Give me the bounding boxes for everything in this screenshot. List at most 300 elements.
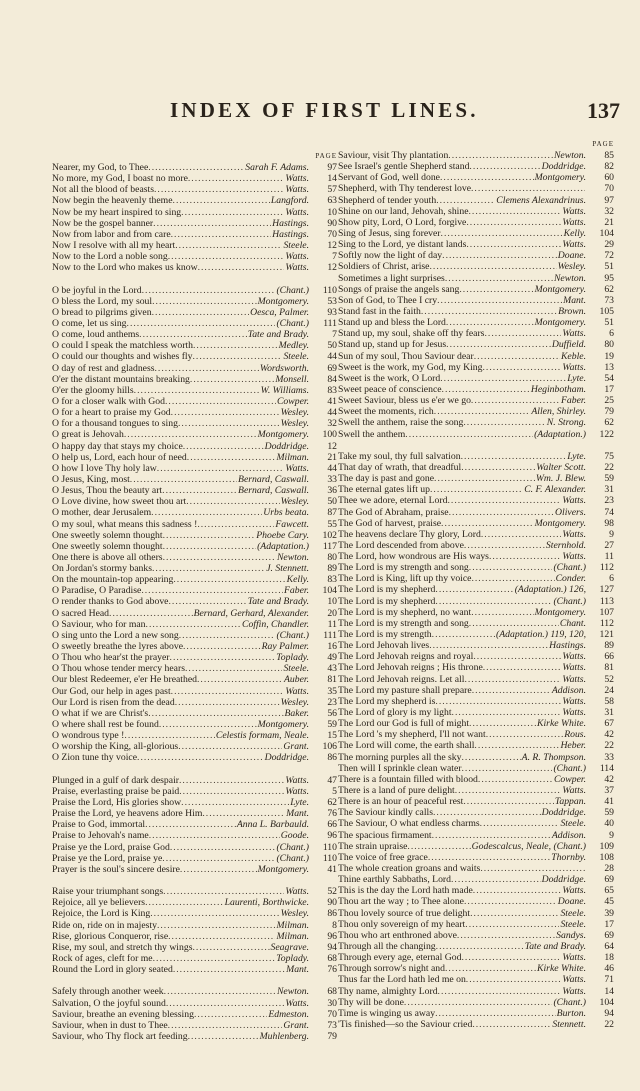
index-entry bbox=[52, 964, 337, 975]
author: Watts. bbox=[562, 495, 586, 507]
page-ref: 45 bbox=[604, 896, 614, 908]
index-entry bbox=[338, 417, 614, 428]
author: (Adaptation.) bbox=[534, 428, 586, 440]
page-ref: 10 bbox=[327, 596, 337, 608]
page-ref: 122 bbox=[599, 428, 614, 440]
author: N. Strong. bbox=[546, 417, 586, 429]
author: Oesca, Palmer. bbox=[250, 306, 309, 318]
index-entry bbox=[52, 385, 337, 396]
leader-dots bbox=[483, 662, 562, 673]
index-entry bbox=[52, 429, 337, 440]
leader-dots bbox=[461, 451, 567, 462]
index-entry bbox=[52, 908, 337, 919]
leader-dots bbox=[159, 719, 257, 730]
leader-dots bbox=[466, 974, 562, 985]
leader-dots bbox=[441, 228, 563, 239]
page-title: INDEX OF FIRST LINES. bbox=[170, 98, 479, 122]
first-line: The heavens declare Thy glory, Lord bbox=[338, 528, 481, 540]
index-entry bbox=[52, 842, 337, 853]
index-entry bbox=[52, 307, 337, 318]
page-ref: 104 bbox=[599, 227, 614, 239]
author: Godescalcus, Neale, (Chant.) bbox=[471, 840, 586, 852]
first-line: Praise ye the Lord, praise ye bbox=[52, 852, 163, 864]
first-line: Praise ye the Lord, praise God bbox=[52, 841, 170, 853]
leader-dots bbox=[130, 474, 237, 485]
first-line: O bread to pilgrims given bbox=[52, 306, 152, 318]
first-line: Softly now the light of day bbox=[338, 250, 443, 262]
author: Newton. bbox=[553, 150, 586, 161]
first-line: Our God, our help in ages past bbox=[52, 685, 171, 697]
page-ref: 114 bbox=[599, 762, 614, 774]
leader-dots bbox=[175, 240, 282, 251]
leader-dots bbox=[166, 998, 285, 1009]
author: Wesley. bbox=[557, 261, 586, 273]
author: Watts. bbox=[562, 328, 586, 340]
first-line: O bless the Lord, my soul bbox=[52, 295, 153, 307]
index-entry bbox=[338, 896, 614, 907]
first-line: Stand up and bless the Lord bbox=[338, 317, 446, 329]
index-entry bbox=[52, 819, 337, 830]
first-line: O Saviour, who for man bbox=[52, 618, 146, 630]
first-line: The Lord my pasture shall prepare bbox=[338, 684, 472, 696]
page-ref: 109 bbox=[599, 840, 614, 852]
first-line: O mother, dear Jerusalem bbox=[52, 507, 152, 519]
leader-dots bbox=[434, 406, 531, 417]
index-entry bbox=[52, 998, 337, 1009]
first-line: Thou art the way ; to Thee alone bbox=[338, 896, 464, 908]
author: Doane. bbox=[557, 250, 586, 262]
leader-dots bbox=[429, 261, 556, 272]
index-entry bbox=[338, 952, 614, 963]
group-spacer bbox=[338, 440, 614, 451]
first-line: O what if we are Christ's bbox=[52, 707, 149, 719]
first-line: Saviour, when in dust to Thee bbox=[52, 1019, 168, 1031]
index-column-left bbox=[52, 151, 337, 1042]
author: Watts. bbox=[562, 551, 586, 563]
index-entry bbox=[338, 729, 614, 740]
first-line: Rock of ages, cleft for me bbox=[52, 952, 153, 964]
index-entry bbox=[52, 830, 337, 841]
first-line: O Thou whose tender mercy hears bbox=[52, 663, 185, 675]
author: Faber. bbox=[283, 585, 309, 597]
leader-dots bbox=[168, 251, 285, 262]
index-entry bbox=[338, 306, 614, 317]
author: J. Stennett. bbox=[266, 563, 309, 575]
page-ref: 96 bbox=[327, 930, 337, 942]
first-line: Now be the gospel banner bbox=[52, 217, 154, 229]
index-entry bbox=[52, 374, 337, 385]
author: Kelly. bbox=[286, 574, 309, 586]
author: Doddridge. bbox=[541, 874, 586, 886]
author: Clemens Alexandrinus. bbox=[496, 194, 586, 206]
leader-dots bbox=[480, 863, 585, 874]
page-ref: 52 bbox=[604, 673, 614, 685]
first-line: Swell the anthem bbox=[338, 428, 406, 440]
first-line: O help us, Lord, each hour of need bbox=[52, 451, 187, 463]
index-entry bbox=[338, 507, 614, 518]
leader-dots bbox=[190, 374, 274, 385]
first-line: Songs of praise the angels sang bbox=[338, 283, 460, 295]
leader-dots bbox=[464, 674, 561, 685]
page-ref: 35 bbox=[327, 685, 337, 697]
leader-dots bbox=[461, 952, 561, 963]
author: Bernard, Gerhard, Alexander. bbox=[193, 607, 309, 619]
author: (Chant.) bbox=[276, 852, 309, 864]
page-column-label: PAGE bbox=[592, 140, 614, 148]
index-entry bbox=[52, 585, 337, 596]
leader-dots bbox=[455, 785, 562, 796]
page-ref: 7 bbox=[332, 251, 337, 263]
leader-dots bbox=[145, 819, 236, 830]
index-column-right bbox=[338, 139, 614, 1030]
first-line: The spacious firmament bbox=[338, 829, 432, 841]
page-ref: 94 bbox=[327, 941, 337, 953]
author: Hastings. bbox=[272, 228, 309, 240]
author: Wesley. bbox=[280, 407, 309, 419]
page-ref: 41 bbox=[327, 863, 337, 875]
leader-dots bbox=[148, 708, 283, 719]
leader-dots bbox=[154, 184, 284, 195]
author: Hastings. bbox=[549, 640, 586, 652]
author: Duffield. bbox=[551, 339, 586, 351]
page-ref: 42 bbox=[604, 729, 614, 741]
author: Phoebe Cary. bbox=[256, 529, 309, 541]
first-line: Sweet the moments, rich bbox=[338, 406, 434, 418]
index-entry bbox=[52, 663, 337, 674]
leader-dots bbox=[150, 908, 279, 919]
first-line: Thus far the Lord hath led me on bbox=[338, 974, 466, 986]
leader-dots bbox=[486, 729, 564, 740]
page-ref: 62 bbox=[604, 417, 614, 429]
index-entry bbox=[338, 495, 614, 506]
author: A. R. Thompson. bbox=[521, 751, 586, 763]
page-ref: 32 bbox=[604, 205, 614, 217]
index-entry bbox=[52, 719, 337, 730]
leader-dots bbox=[435, 596, 552, 607]
first-line: See Israel's gentle Shepherd stand bbox=[338, 161, 470, 173]
leader-dots bbox=[437, 295, 562, 306]
leader-dots bbox=[170, 652, 276, 663]
leader-dots bbox=[465, 919, 559, 930]
index-entry bbox=[52, 808, 337, 819]
index-entry bbox=[338, 250, 614, 261]
first-line: Rise, my soul, and stretch thy wings bbox=[52, 941, 193, 953]
index-entry bbox=[338, 696, 614, 707]
leader-dots bbox=[141, 585, 283, 596]
page-ref: 16 bbox=[327, 641, 337, 653]
page-ref: 51 bbox=[604, 261, 614, 273]
index-entry bbox=[338, 161, 614, 172]
first-line: The Lord of glory is my light bbox=[338, 707, 452, 719]
page-ref: 12 bbox=[327, 239, 337, 251]
leader-dots bbox=[148, 162, 244, 173]
index-entry bbox=[52, 708, 337, 719]
index-entry bbox=[52, 496, 337, 507]
page-ref: 82 bbox=[604, 161, 614, 173]
author: Watts. bbox=[285, 262, 309, 274]
index-entry bbox=[338, 451, 614, 462]
author: Heber. bbox=[560, 740, 586, 752]
index-entry bbox=[338, 584, 614, 595]
leader-dots bbox=[457, 930, 555, 941]
leader-dots bbox=[181, 207, 284, 218]
first-line: O Thou who hear'st the prayer bbox=[52, 652, 170, 664]
leader-dots bbox=[404, 997, 553, 1008]
author: Tappan. bbox=[554, 796, 586, 808]
first-line: O be joyful in the Lord bbox=[52, 284, 142, 296]
index-entry bbox=[338, 818, 614, 829]
page-ref: 33 bbox=[327, 473, 337, 485]
leader-dots bbox=[169, 596, 247, 607]
first-line: Now I resolve with all my heart bbox=[52, 239, 176, 251]
author: Doddridge. bbox=[541, 161, 586, 173]
leader-dots bbox=[471, 395, 560, 406]
first-line: Soldiers of Christ, arise bbox=[338, 261, 430, 273]
author: Watts. bbox=[562, 651, 586, 663]
author: Watts. bbox=[562, 985, 586, 997]
page-ref: 12 bbox=[327, 440, 337, 452]
index-entry bbox=[52, 686, 337, 697]
leader-dots bbox=[168, 931, 275, 942]
page-ref: 112 bbox=[599, 617, 614, 629]
leader-dots bbox=[124, 429, 257, 440]
author: Watts. bbox=[562, 885, 586, 897]
author: Keble. bbox=[560, 350, 586, 362]
leader-dots bbox=[198, 262, 285, 273]
first-line: The Lord Jehovah reigns ; His throne bbox=[338, 662, 483, 674]
leader-dots bbox=[179, 775, 284, 786]
index-entry bbox=[338, 618, 614, 629]
index-entry bbox=[52, 864, 337, 875]
first-line: Round the Lord in glory seated bbox=[52, 964, 173, 976]
page-ref: 121 bbox=[599, 629, 614, 641]
first-line: Now to the Lord who makes us know bbox=[52, 262, 198, 274]
first-line: Praise to Jehovah's name bbox=[52, 830, 149, 842]
first-line: That day of wrath, that dreadful bbox=[338, 461, 462, 473]
leader-dots bbox=[407, 841, 470, 852]
index-entry bbox=[52, 463, 337, 474]
index-entry bbox=[338, 908, 614, 919]
page-ref: 105 bbox=[599, 305, 614, 317]
author: Addison. bbox=[551, 684, 586, 696]
page-ref: 76 bbox=[327, 964, 337, 976]
index-entry bbox=[338, 261, 614, 272]
index-groups bbox=[338, 150, 614, 1030]
first-line: O for a heart to praise my God bbox=[52, 407, 171, 419]
first-line: O my soul, what means this sadness ! bbox=[52, 518, 198, 530]
page-ref: 68 bbox=[327, 986, 337, 998]
index-entry bbox=[338, 462, 614, 473]
page-ref: 44 bbox=[327, 351, 337, 363]
leader-dots bbox=[463, 417, 545, 428]
page-ref: 9 bbox=[609, 829, 614, 841]
index-entry bbox=[52, 262, 337, 273]
index-entry bbox=[338, 551, 614, 562]
leader-dots bbox=[173, 574, 285, 585]
first-line: The Lord Jehovah reigns. Let all bbox=[338, 673, 465, 685]
index-entry bbox=[52, 340, 337, 351]
first-line: There is a fountain filled with blood bbox=[338, 773, 478, 785]
leader-dots bbox=[192, 942, 269, 953]
leader-dots bbox=[197, 674, 283, 685]
index-entry bbox=[338, 206, 614, 217]
first-line: Stand up, my soul, shake off thy fears bbox=[338, 328, 485, 340]
leader-dots bbox=[162, 485, 237, 496]
first-line: There is an hour of peaceful rest bbox=[338, 796, 464, 808]
index-entry bbox=[338, 807, 614, 818]
index-entry bbox=[338, 785, 614, 796]
first-line: The Saviour kindly calls bbox=[338, 807, 433, 819]
group-spacer bbox=[52, 875, 337, 886]
first-line: Now to the Lord a noble song bbox=[52, 251, 168, 263]
first-line: The eternal gates lift up bbox=[338, 484, 430, 496]
author: Doddridge. bbox=[264, 440, 309, 452]
index-entry bbox=[52, 519, 337, 530]
leader-dots bbox=[469, 206, 562, 217]
first-line: The strain upraise bbox=[338, 840, 408, 852]
index-entry bbox=[338, 172, 614, 183]
author: Olivers. bbox=[555, 506, 586, 518]
page-ref: 31 bbox=[604, 484, 614, 496]
index-entry bbox=[338, 529, 614, 540]
first-line: The Saviour, O what endless charms bbox=[338, 818, 480, 830]
first-line: Thine earthly Sabbaths, Lord bbox=[338, 874, 451, 886]
index-entry bbox=[338, 919, 614, 930]
page-ref: 66 bbox=[327, 819, 337, 831]
index-entry bbox=[338, 228, 614, 239]
index-entry bbox=[338, 540, 614, 551]
page-ref: 29 bbox=[604, 239, 614, 251]
leader-dots bbox=[469, 718, 536, 729]
first-line: Servant of God, well done bbox=[338, 172, 440, 184]
page-ref: 84 bbox=[327, 373, 337, 385]
author: Wesley. bbox=[280, 418, 309, 430]
group-spacer bbox=[52, 273, 337, 284]
page-ref: 80 bbox=[604, 339, 614, 351]
author: Doane. bbox=[557, 896, 586, 908]
first-line: Sweet peace of conscience bbox=[338, 383, 442, 395]
first-line: One sweetly solemn thought bbox=[52, 540, 163, 552]
index-entry bbox=[52, 752, 337, 763]
author: Steele. bbox=[283, 663, 309, 675]
leader-dots bbox=[170, 842, 276, 853]
page-ref: 90 bbox=[327, 217, 337, 229]
index-entry bbox=[338, 986, 614, 997]
author: Watts. bbox=[285, 184, 309, 196]
first-line: The Lord descended from above bbox=[338, 539, 464, 551]
author: Conder. bbox=[555, 573, 586, 585]
first-line: Sing of Jesus, sing forever bbox=[338, 227, 441, 239]
first-line: Plunged in a gulf of dark despair bbox=[52, 774, 179, 786]
first-line: 'Tis finished—so the Saviour cried bbox=[338, 1018, 473, 1030]
leader-dots bbox=[157, 920, 276, 931]
author: Celestis formam, Neale. bbox=[215, 730, 309, 742]
page-ref: 70 bbox=[327, 228, 337, 240]
first-line: O sing unto the Lord a new song bbox=[52, 629, 179, 641]
author: Kirke White. bbox=[537, 963, 586, 975]
leader-dots bbox=[192, 351, 282, 362]
first-line: Swell the anthem, raise the song bbox=[338, 417, 464, 429]
first-line: O could our thoughts and wishes fly bbox=[52, 351, 193, 363]
first-line: Ride on, ride on in majesty bbox=[52, 919, 157, 931]
page-ref: 15 bbox=[327, 730, 337, 742]
index-entry bbox=[338, 1019, 614, 1030]
author: (Chant.) bbox=[553, 762, 586, 774]
leader-dots bbox=[442, 384, 530, 395]
first-line: Not all the blood of beasts bbox=[52, 184, 154, 196]
index-entry bbox=[52, 596, 337, 607]
index-entry bbox=[52, 441, 337, 452]
page-ref: 10 bbox=[327, 206, 337, 218]
leader-dots bbox=[183, 641, 261, 652]
first-line: Son of God, to Thee I cry bbox=[338, 294, 438, 306]
index-entry bbox=[338, 1008, 614, 1019]
author: C. F. Alexander. bbox=[524, 484, 586, 496]
leader-dots bbox=[153, 953, 276, 964]
first-line: Sweet Saviour, bless us e'er we go bbox=[338, 395, 471, 407]
first-line: Stand up, stand up for Jesus bbox=[338, 339, 447, 351]
leader-dots bbox=[432, 830, 551, 841]
page-ref: 42 bbox=[604, 773, 614, 785]
first-line: Sweet is the work, O Lord bbox=[338, 372, 441, 384]
index-entry bbox=[52, 184, 337, 195]
first-line: Rise, glorious Conqueror, rise bbox=[52, 930, 169, 942]
page-ref: 21 bbox=[604, 216, 614, 228]
index-entry bbox=[52, 775, 337, 786]
index-entry bbox=[52, 396, 337, 407]
author: Sandys. bbox=[556, 929, 586, 941]
index-entry bbox=[52, 1009, 337, 1020]
page-ref: 81 bbox=[604, 662, 614, 674]
index-entry bbox=[52, 173, 337, 184]
first-line: Raise your triumphant songs bbox=[52, 886, 164, 898]
index-entry bbox=[338, 718, 614, 729]
author: (Chant.) bbox=[276, 317, 309, 329]
index-entry bbox=[338, 997, 614, 1008]
page-ref: 93 bbox=[327, 306, 337, 318]
author: Anna L. Barbauld. bbox=[236, 819, 309, 831]
index-entry bbox=[52, 474, 337, 485]
first-line: Now from labor and from care bbox=[52, 228, 171, 240]
leader-dots bbox=[168, 1020, 283, 1031]
first-line: Saviour, who Thy flock art feeding bbox=[52, 1030, 188, 1042]
index-entry bbox=[52, 240, 337, 251]
first-line: The Lord Jehovah reigns and royal bbox=[338, 651, 474, 663]
page-ref: 83 bbox=[327, 384, 337, 396]
index-entry bbox=[52, 207, 337, 218]
index-entry bbox=[338, 384, 614, 395]
leader-dots bbox=[171, 229, 272, 240]
index-entry bbox=[52, 886, 337, 897]
leader-dots bbox=[433, 807, 541, 818]
index-entry bbox=[338, 740, 614, 751]
author: Watts. bbox=[285, 997, 309, 1009]
index-entry bbox=[338, 351, 614, 362]
author: Toplady. bbox=[276, 652, 309, 664]
first-line: Through sorrow's night and bbox=[338, 963, 445, 975]
leader-dots bbox=[142, 285, 276, 296]
first-line: O'er the distant mountains breaking bbox=[52, 373, 190, 385]
index-entry bbox=[338, 406, 614, 417]
author: Urbs beata. bbox=[263, 507, 309, 519]
page-ref: 40 bbox=[604, 818, 614, 830]
first-line: Prayer is the soul's sincere desire bbox=[52, 863, 180, 875]
index-entry bbox=[338, 573, 614, 584]
author: Wesley. bbox=[280, 496, 309, 508]
page-ref: 33 bbox=[604, 751, 614, 763]
page-ref: 8 bbox=[332, 919, 337, 931]
page-ref: 74 bbox=[604, 506, 614, 518]
